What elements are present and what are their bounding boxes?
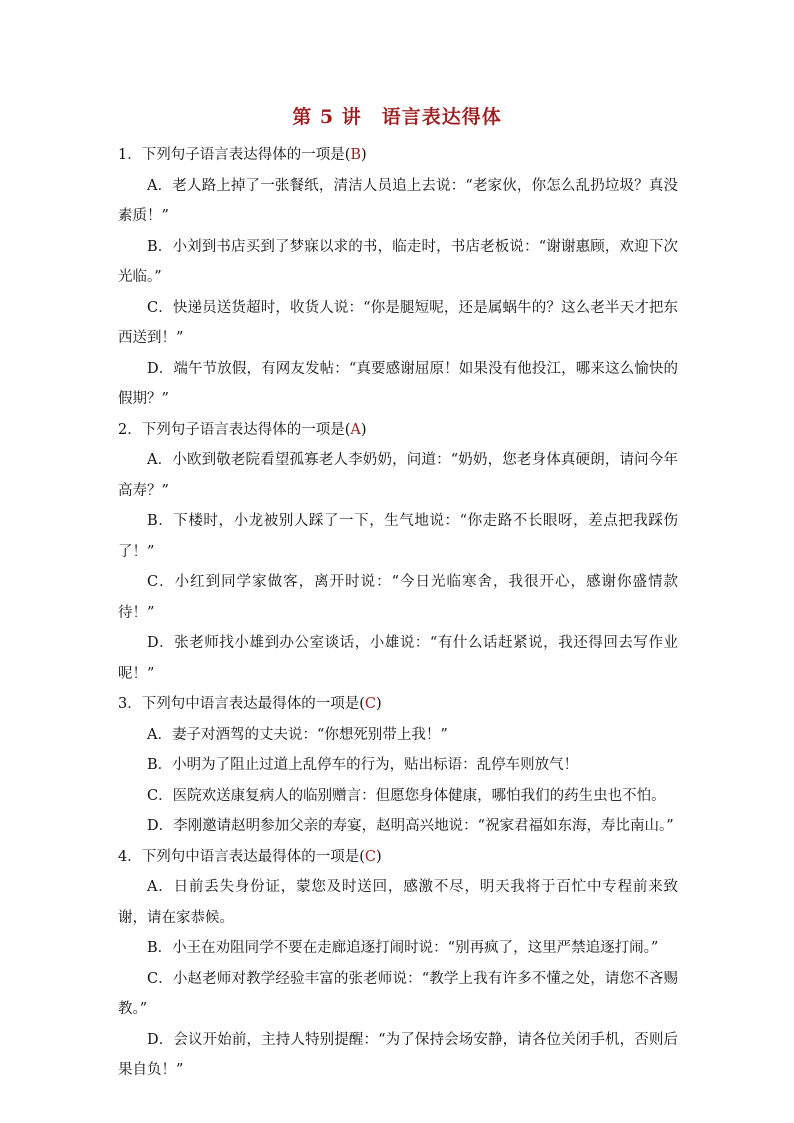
question-list <box>118 140 678 1086</box>
question-1 <box>118 140 678 415</box>
option-b: B．小明为了阻止过道上乱停车的行为，贴出标语：乱停车则放气！ <box>147 757 579 773</box>
question-stem: 3．下列句中语言表达最得体的一项是(C) <box>118 696 382 712</box>
answer-key: C <box>364 696 376 712</box>
option-d: D．端午节放假，有网友发帖：“真要感谢屈原！如果没有他投江，哪来这么愉快的假期？” <box>118 360 678 407</box>
option-c: C．小赵老师对教学经验丰富的张老师说：“教学上我有许多不懂之处，请您不吝赐教。” <box>118 970 678 1017</box>
question-stem: 1．下列句子语言表达得体的一项是(B) <box>118 147 367 163</box>
page-title: 第 5 讲 语言表达得体 <box>292 106 502 128</box>
question-4 <box>118 842 678 1086</box>
option-d: D．张老师找小雄到办公室谈话，小雄说：“有什么话赶紧说，我还得回去写作业呢！” <box>118 635 678 682</box>
question-2 <box>118 415 678 690</box>
option-a: A．老人路上掉了一张餐纸，清洁人员追上去说：“老家伙，你怎么乱扔垃圾？真没素质！” <box>118 177 678 224</box>
option-c: C．快递员送货超时，收货人说：“你是腿短呢，还是属蜗牛的？这么老半天才把东西送到！” <box>118 299 678 346</box>
option-a: A．小欧到敬老院看望孤寡老人李奶奶，问道：“奶奶，您老身体真硬朗，请问今年高寿？” <box>118 452 678 499</box>
answer-key: C <box>364 848 376 865</box>
question-stem: 4．下列句中语言表达最得体的一项是(C) <box>118 848 382 865</box>
option-b: B．小刘到书店买到了梦寐以求的书，临走时，书店老板说：“谢谢惠顾，欢迎下次光临。” <box>118 238 678 285</box>
option-c: C．小红到同学家做客，离开时说：“今日光临寒舍，我很开心，感谢你盛情款待！” <box>118 574 678 621</box>
option-b: B．下楼时，小龙被别人踩了一下，生气地说：“你走路不长眼呀，差点把我踩伤了！” <box>118 513 678 560</box>
option-b: B．小王在劝阻同学不要在走廊追逐打闹时说：“别再疯了，这里严禁追逐打闹。” <box>147 940 659 956</box>
answer-key: B <box>350 147 362 163</box>
option-d: D．会议开始前，主持人特别提醒：“为了保持会场安静，请各位关闭手机，否则后果自负！” <box>118 1031 678 1078</box>
option-c: C．医院欢送康复病人的临别赠言：但愿您身体健康，哪怕我们的药生虫也不怕。 <box>147 787 666 804</box>
option-a: A．妻子对酒驾的丈夫说：“你想死别带上我！” <box>147 726 448 743</box>
question-3 <box>118 689 678 842</box>
question-stem: 2．下列句子语言表达得体的一项是(A) <box>118 421 367 438</box>
answer-key: A <box>350 421 361 438</box>
option-a: A．日前丢失身份证，蒙您及时送回，感激不尽，明天我将于百忙中专程前来致谢，请在家恭候。 <box>118 879 678 926</box>
option-d: D．李刚邀请赵明参加父亲的寿宴，赵明高兴地说：“祝家君福如东海，寿比南山。” <box>147 818 674 834</box>
